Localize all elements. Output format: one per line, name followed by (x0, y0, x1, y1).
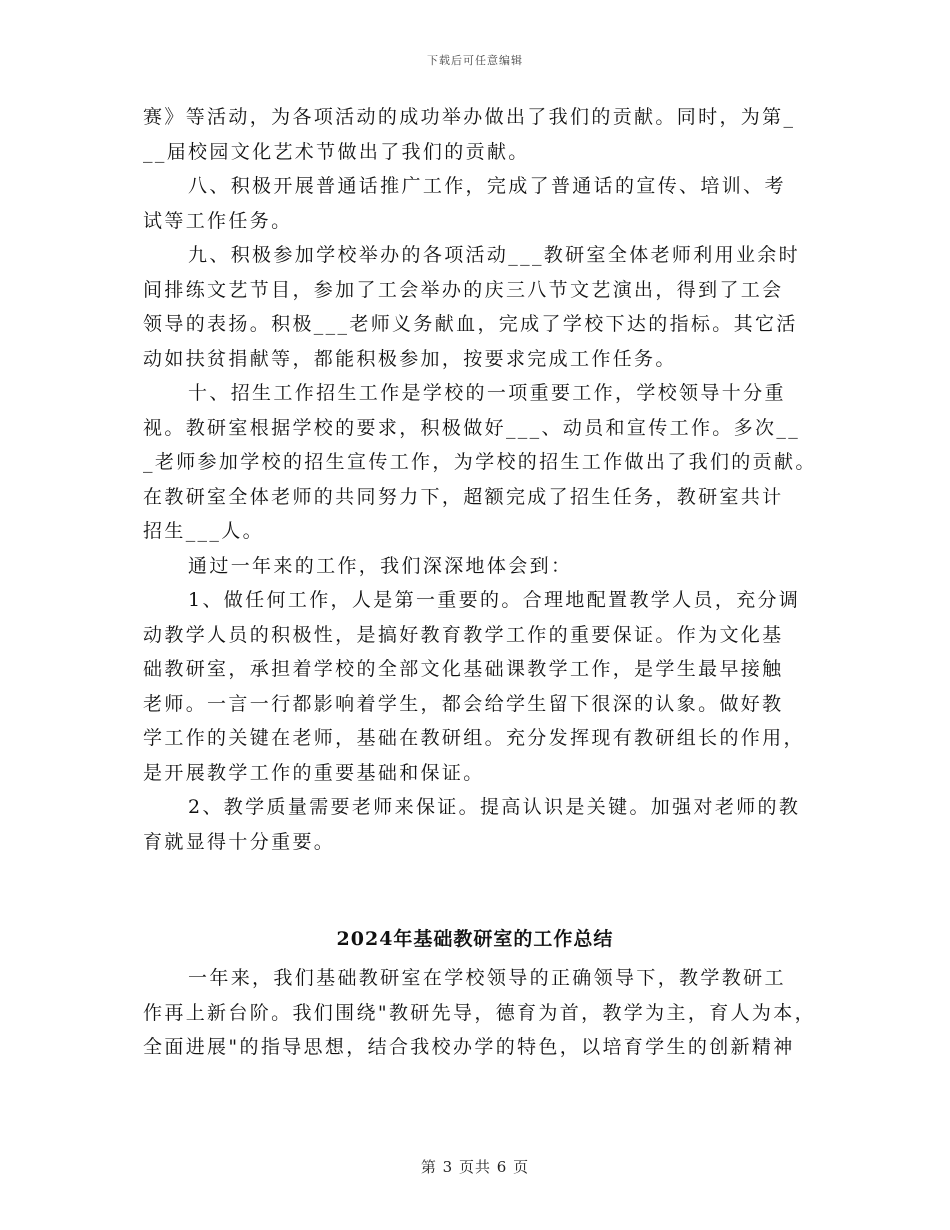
text-line: 老师。一言一行都影响着学生，都会给学生留下很深的认象。做好教 (143, 692, 784, 715)
text-line: 九、积极参加学校举办的各项活动___教研室全体老师利用业余时 (188, 244, 801, 266)
text-line: 2、教学质量需要老师来保证。提高认识是关键。加强对老师的教 (188, 796, 801, 818)
document-body-part1 (143, 100, 817, 859)
text-line: 育就显得十分重要。 (143, 830, 336, 853)
text-line: 试等工作任务。 (143, 209, 293, 232)
text-line: 学工作的关键在老师，基础在教研组。充分发挥现有教研组长的作用， (143, 727, 805, 749)
text-line: 础教研室，承担着学校的全部文化基础课教学工作，是学生最早接触 (143, 658, 784, 680)
text-line: 十、招生工作招生工作是学校的一项重要工作，学校领导十分重 (188, 382, 786, 404)
text-line: 1、做任何工作，人是第一重要的。合理地配置教学人员，充分调 (188, 589, 801, 611)
text-line: 领导的表扬。积极___老师义务献血，完成了学校下达的指标。其它活 (143, 313, 798, 335)
text-line: _老师参加学校的招生宣传工作，为学校的招生工作做出了我们的贡献。 (143, 451, 817, 473)
text-line: 是开展教学工作的重要基础和保证。 (143, 761, 485, 784)
document-body-part2 (143, 961, 816, 1065)
page-header: 下载后可任意编辑 (427, 54, 523, 67)
text-line: 赛》等活动，为各项活动的成功举办做出了我们的贡献。同时，为第_ (143, 106, 796, 128)
text-line: 招生___人。 (143, 520, 264, 542)
text-line: 间排练文艺节目，参加了工会举办的庆三八节文艺演出，得到了工会 (143, 278, 784, 301)
section-title: 2024年基础教研室的工作总结 (336, 928, 614, 950)
text-line: 全面进展"的指导思想，结合我校办学的特色，以培育学生的创新精神 (143, 1036, 795, 1058)
text-line: 视。教研室根据学校的要求，积极做好___、动员和宣传工作。多次__ (143, 416, 801, 439)
text-line: __届校园文化艺术节做出了我们的贡献。 (143, 140, 530, 163)
text-line: 动教学人员的积极性，是搞好教育教学工作的重要保证。作为文化基 (143, 623, 784, 646)
page-footer: 第 3 页共 6 页 (420, 1158, 530, 1176)
text-line: 一年来，我们基础教研室在学校领导的正确领导下，教学教研工 (188, 967, 786, 989)
text-line: 动如扶贫捐献等，都能积极参加，按要求完成工作任务。 (143, 347, 677, 370)
text-line: 作再上新台阶。我们围绕"教研先导，德育为首，教学为主，育人为本， (143, 1001, 816, 1024)
text-line: 通过一年来的工作，我们深深地体会到： (188, 554, 573, 577)
text-line: 在教研室全体老师的共同努力下，超额完成了招生任务，教研室共计 (143, 485, 784, 508)
text-line: 八、积极开展普通话推广工作，完成了普通话的宣传、培训、考 (188, 175, 786, 197)
